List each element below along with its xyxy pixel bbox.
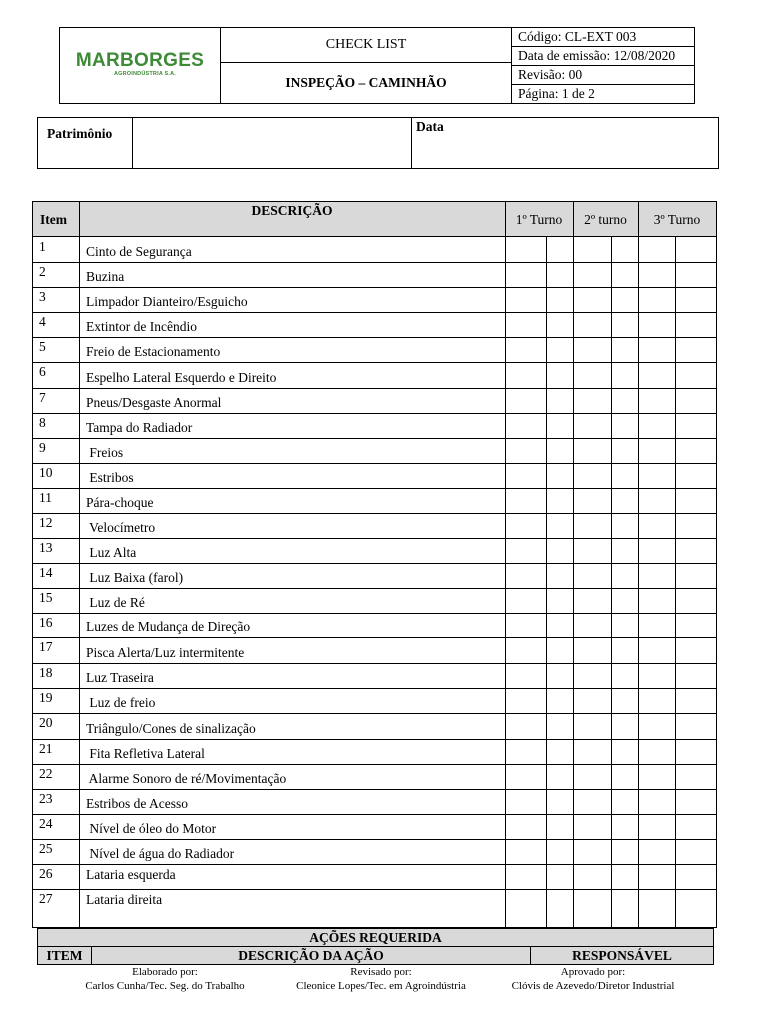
- turno-check-cell[interactable]: [546, 613, 573, 637]
- row-item-number: 2: [39, 264, 46, 279]
- col-turno3-header: 3º Turno: [653, 212, 701, 227]
- turno-check-cell[interactable]: [505, 287, 546, 312]
- table-row: [33, 513, 716, 538]
- turno-check-cell[interactable]: [505, 488, 546, 513]
- turno-check-cell[interactable]: [546, 237, 573, 262]
- actions-title: AÇÕES REQUERIDA: [38, 929, 713, 947]
- turno-check-cell[interactable]: [546, 513, 573, 538]
- aprovado-label: Aprovado por:: [560, 966, 626, 978]
- turno-check-cell[interactable]: [638, 513, 675, 538]
- row-description: Cinto de Segurança: [86, 244, 192, 259]
- document-meta: [512, 28, 694, 103]
- row-item-number: 18: [39, 665, 53, 680]
- turno-check-cell[interactable]: [505, 538, 546, 563]
- turno-check-cell[interactable]: [573, 563, 611, 588]
- table-row: [33, 413, 716, 438]
- row-description: Pára-choque: [86, 495, 154, 510]
- column-divider: [675, 237, 676, 927]
- row-description: Luz Alta: [86, 545, 137, 560]
- turno-check-cell[interactable]: [611, 739, 638, 764]
- row-description: Alarme Sonoro de ré/Movimentação: [86, 771, 287, 786]
- turno-check-cell[interactable]: [611, 312, 638, 337]
- turno-check-cell[interactable]: [546, 413, 573, 438]
- turno-check-cell[interactable]: [675, 713, 718, 739]
- turno-check-cell[interactable]: [611, 839, 638, 864]
- turno-check-cell[interactable]: [611, 362, 638, 388]
- turno-check-cell[interactable]: [611, 563, 638, 588]
- row-item-number: 20: [39, 715, 53, 730]
- meta-data-emissao: Data de emissão: 12/08/2020: [512, 47, 694, 66]
- row-description: Buzina: [86, 269, 125, 284]
- turno-check-cell[interactable]: [573, 814, 611, 839]
- turno-check-cell[interactable]: [573, 312, 611, 337]
- turno-check-cell[interactable]: [505, 889, 546, 922]
- turno-check-cell[interactable]: [675, 663, 718, 688]
- table-row: [33, 262, 716, 287]
- turno-check-cell[interactable]: [611, 613, 638, 637]
- actions-block: [37, 928, 714, 965]
- table-row: [33, 488, 716, 513]
- turno-check-cell[interactable]: [505, 463, 546, 488]
- turno-check-cell[interactable]: [675, 287, 718, 312]
- row-item-number: 5: [39, 339, 46, 354]
- turno-check-cell[interactable]: [611, 789, 638, 814]
- actions-col-descricao: DESCRIÇÃO DA AÇÃO: [92, 947, 531, 964]
- row-description: Luzes de Mudança de Direção: [86, 619, 251, 634]
- table-row: [33, 663, 716, 688]
- turno-check-cell[interactable]: [546, 764, 573, 789]
- turno-check-cell[interactable]: [638, 312, 675, 337]
- turno-check-cell[interactable]: [675, 337, 718, 362]
- row-item-number: 10: [39, 465, 53, 480]
- column-divider: [611, 237, 612, 927]
- turno-check-cell[interactable]: [573, 588, 611, 613]
- turno-check-cell[interactable]: [546, 438, 573, 463]
- turno-check-cell[interactable]: [638, 739, 675, 764]
- turno-check-cell[interactable]: [675, 764, 718, 789]
- turno-check-cell[interactable]: [546, 789, 573, 814]
- turno-check-cell[interactable]: [675, 438, 718, 463]
- col-turno1-header: 1º Turno: [515, 212, 563, 227]
- table-row: [33, 713, 716, 739]
- document-header: [59, 27, 695, 104]
- turno-check-cell[interactable]: [675, 814, 718, 839]
- turno-check-cell[interactable]: [675, 864, 718, 889]
- row-description: Extintor de Incêndio: [86, 319, 197, 334]
- table-row: [33, 538, 716, 563]
- turno-check-cell[interactable]: [573, 513, 611, 538]
- meta-codigo: Código: CL-EXT 003: [512, 28, 694, 47]
- document-subtitle: INSPEÇÃO – CAMINHÃO: [285, 75, 447, 90]
- turno-check-cell[interactable]: [573, 663, 611, 688]
- row-description: Lataria esquerda: [86, 867, 176, 882]
- turno-check-cell[interactable]: [546, 889, 573, 922]
- turno-check-cell[interactable]: [675, 362, 718, 388]
- turno-check-cell[interactable]: [611, 588, 638, 613]
- actions-col-responsavel: RESPONSÁVEL: [572, 948, 672, 963]
- turno-check-cell[interactable]: [546, 362, 573, 388]
- turno-check-cell[interactable]: [675, 637, 718, 663]
- turno-check-cell[interactable]: [573, 413, 611, 438]
- turno-check-cell[interactable]: [638, 688, 675, 713]
- turno-check-cell[interactable]: [675, 237, 718, 262]
- turno-check-cell[interactable]: [611, 262, 638, 287]
- column-divider: [505, 202, 506, 927]
- turno-check-cell[interactable]: [546, 287, 573, 312]
- col-descricao-header: DESCRIÇÃO: [251, 203, 333, 218]
- row-item-number: 23: [39, 791, 53, 806]
- table-row: [33, 237, 716, 262]
- turno-check-cell[interactable]: [546, 588, 573, 613]
- turno-check-cell[interactable]: [638, 262, 675, 287]
- patrimonio-label: Patrimônio: [47, 126, 113, 141]
- turno-check-cell[interactable]: [573, 262, 611, 287]
- turno-check-cell[interactable]: [573, 764, 611, 789]
- checklist-table: [32, 201, 717, 928]
- row-item-number: 11: [39, 490, 52, 505]
- turno-check-cell[interactable]: [638, 463, 675, 488]
- row-description: Tampa do Radiador: [86, 420, 193, 435]
- turno-check-cell[interactable]: [546, 337, 573, 362]
- turno-check-cell[interactable]: [611, 814, 638, 839]
- logo-cell: [60, 28, 221, 103]
- row-description: Pneus/Desgaste Anormal: [86, 395, 222, 410]
- turno-check-cell[interactable]: [611, 438, 638, 463]
- elaborado-name: Carlos Cunha/Tec. Seg. do Trabalho: [85, 980, 245, 992]
- turno-check-cell[interactable]: [638, 663, 675, 688]
- turno-check-cell[interactable]: [573, 237, 611, 262]
- row-item-number: 13: [39, 540, 53, 555]
- turno-check-cell[interactable]: [546, 864, 573, 889]
- aprovado-name: Clóvis de Azevedo/Diretor Industrial: [511, 980, 675, 992]
- row-description: Luz Baixa (farol): [86, 570, 184, 585]
- row-item-number: 14: [39, 565, 53, 580]
- turno-check-cell[interactable]: [573, 789, 611, 814]
- meta-revisao: Revisão: 00: [512, 66, 694, 85]
- turno-check-cell[interactable]: [573, 864, 611, 889]
- row-description: Luz de Ré: [86, 595, 145, 610]
- turno-check-cell[interactable]: [611, 637, 638, 663]
- turno-check-cell[interactable]: [638, 362, 675, 388]
- turno-check-cell[interactable]: [611, 764, 638, 789]
- row-item-number: 6: [39, 364, 46, 379]
- table-row: [33, 588, 716, 613]
- company-logo-subtitle: AGROINDÚSTRIA S.A.: [113, 71, 177, 77]
- row-description: Luz de freio: [86, 695, 156, 710]
- row-item-number: 15: [39, 590, 53, 605]
- table-row: [33, 613, 716, 637]
- column-divider: [546, 237, 547, 927]
- row-description: Freios: [86, 445, 124, 460]
- turno-check-cell[interactable]: [675, 488, 718, 513]
- turno-check-cell[interactable]: [675, 413, 718, 438]
- turno-check-cell[interactable]: [505, 663, 546, 688]
- turno-check-cell[interactable]: [505, 814, 546, 839]
- turno-check-cell[interactable]: [675, 388, 718, 413]
- table-row: [33, 839, 716, 864]
- row-item-number: 26: [39, 866, 53, 881]
- row-description: Estribos de Acesso: [86, 796, 188, 811]
- actions-header-row: [38, 947, 713, 964]
- turno-check-cell[interactable]: [638, 814, 675, 839]
- turno-check-cell[interactable]: [505, 613, 546, 637]
- turno-check-cell[interactable]: [638, 637, 675, 663]
- turno-check-cell[interactable]: [675, 739, 718, 764]
- column-divider: [79, 202, 80, 927]
- data-field[interactable]: [412, 136, 718, 168]
- turno-check-cell[interactable]: [546, 563, 573, 588]
- col-turno2-header: 2º turno: [584, 212, 627, 227]
- turno-check-cell[interactable]: [546, 488, 573, 513]
- turno-check-cell[interactable]: [505, 588, 546, 613]
- turno-check-cell[interactable]: [505, 864, 546, 889]
- turno-check-cell[interactable]: [675, 613, 718, 637]
- turno-check-cell[interactable]: [638, 839, 675, 864]
- turno-check-cell[interactable]: [638, 764, 675, 789]
- turno-check-cell[interactable]: [638, 864, 675, 889]
- turno-check-cell[interactable]: [573, 889, 611, 922]
- column-divider: [638, 202, 639, 927]
- turno-check-cell[interactable]: [675, 588, 718, 613]
- turno-check-cell[interactable]: [573, 613, 611, 637]
- row-description: Pisca Alerta/Luz intermitente: [86, 645, 245, 660]
- row-description: Luz Traseira: [86, 670, 154, 685]
- row-item-number: 3: [39, 289, 46, 304]
- turno-check-cell[interactable]: [505, 764, 546, 789]
- turno-check-cell[interactable]: [573, 688, 611, 713]
- info-block: [37, 117, 719, 169]
- table-row: [33, 388, 716, 413]
- turno-check-cell[interactable]: [546, 538, 573, 563]
- turno-check-cell[interactable]: [638, 337, 675, 362]
- turno-check-cell[interactable]: [611, 538, 638, 563]
- turno-check-cell[interactable]: [573, 713, 611, 739]
- col-item-header: Item: [40, 212, 67, 227]
- turno-check-cell[interactable]: [505, 362, 546, 388]
- row-item-number: 9: [39, 440, 46, 455]
- turno-check-cell[interactable]: [573, 739, 611, 764]
- turno-check-cell[interactable]: [675, 513, 718, 538]
- turno-check-cell[interactable]: [505, 713, 546, 739]
- company-logo: MARBORGES: [75, 50, 205, 71]
- turno-check-cell[interactable]: [675, 463, 718, 488]
- turno-check-cell[interactable]: [638, 413, 675, 438]
- row-item-number: 8: [39, 415, 46, 430]
- row-item-number: 7: [39, 390, 46, 405]
- turno-check-cell[interactable]: [573, 388, 611, 413]
- row-description: Velocímetro: [86, 520, 156, 535]
- turno-check-cell[interactable]: [611, 488, 638, 513]
- row-description: Fita Refletiva Lateral: [86, 746, 205, 761]
- table-row: [33, 362, 716, 388]
- row-description: Nível de água do Radiador: [86, 846, 235, 861]
- turno-check-cell[interactable]: [611, 237, 638, 262]
- turno-check-cell[interactable]: [675, 688, 718, 713]
- turno-check-cell[interactable]: [546, 262, 573, 287]
- row-item-number: 21: [39, 741, 53, 756]
- turno-check-cell[interactable]: [573, 463, 611, 488]
- title-cell: [221, 28, 512, 103]
- turno-check-cell[interactable]: [573, 438, 611, 463]
- turno-check-cell[interactable]: [505, 789, 546, 814]
- column-divider: [573, 202, 574, 927]
- table-row: [33, 563, 716, 588]
- turno-check-cell[interactable]: [638, 438, 675, 463]
- table-row: [33, 463, 716, 488]
- table-row: [33, 438, 716, 463]
- turno-check-cell[interactable]: [546, 713, 573, 739]
- turno-check-cell[interactable]: [675, 312, 718, 337]
- turno-check-cell[interactable]: [675, 789, 718, 814]
- row-item-number: 24: [39, 816, 53, 831]
- turno-check-cell[interactable]: [638, 613, 675, 637]
- turno-check-cell[interactable]: [611, 864, 638, 889]
- turno-check-cell[interactable]: [573, 337, 611, 362]
- row-item-number: 22: [39, 766, 53, 781]
- turno-check-cell[interactable]: [505, 637, 546, 663]
- turno-check-cell[interactable]: [675, 563, 718, 588]
- turno-check-cell[interactable]: [505, 739, 546, 764]
- turno-check-cell[interactable]: [505, 513, 546, 538]
- row-item-number: 16: [39, 615, 53, 630]
- elaborado-label: Elaborado por:: [132, 966, 198, 978]
- turno-check-cell[interactable]: [675, 262, 718, 287]
- actions-col-item: ITEM: [38, 947, 92, 964]
- turno-check-cell[interactable]: [546, 739, 573, 764]
- turno-check-cell[interactable]: [638, 488, 675, 513]
- turno-check-cell[interactable]: [505, 839, 546, 864]
- turno-check-cell[interactable]: [638, 789, 675, 814]
- turno-check-cell[interactable]: [505, 262, 546, 287]
- revisado-name: Cleonice Lopes/Tec. em Agroindústria: [296, 980, 466, 992]
- turno-check-cell[interactable]: [611, 663, 638, 688]
- row-item-number: 17: [39, 639, 53, 654]
- turno-check-cell[interactable]: [573, 637, 611, 663]
- turno-check-cell[interactable]: [638, 889, 675, 922]
- turno-check-cell[interactable]: [505, 563, 546, 588]
- data-label: Data: [416, 119, 444, 134]
- turno-check-cell[interactable]: [546, 839, 573, 864]
- turno-check-cell[interactable]: [611, 463, 638, 488]
- table-row: [33, 814, 716, 839]
- turno-check-cell[interactable]: [546, 688, 573, 713]
- patrimonio-field[interactable]: [133, 118, 411, 168]
- turno-check-cell[interactable]: [546, 663, 573, 688]
- turno-check-cell[interactable]: [611, 337, 638, 362]
- turno-check-cell[interactable]: [546, 312, 573, 337]
- turno-check-cell[interactable]: [611, 688, 638, 713]
- turno-check-cell[interactable]: [573, 362, 611, 388]
- turno-check-cell[interactable]: [638, 713, 675, 739]
- turno-check-cell[interactable]: [611, 287, 638, 312]
- turno-check-cell[interactable]: [505, 337, 546, 362]
- row-description: Espelho Lateral Esquerdo e Direito: [86, 370, 277, 385]
- turno-check-cell[interactable]: [573, 538, 611, 563]
- document-title: CHECK LIST: [221, 28, 511, 63]
- row-description: Nível de óleo do Motor: [86, 821, 217, 836]
- turno-check-cell[interactable]: [573, 287, 611, 312]
- table-row: [33, 312, 716, 337]
- turno-check-cell[interactable]: [675, 839, 718, 864]
- turno-check-cell[interactable]: [611, 413, 638, 438]
- table-row: [33, 287, 716, 312]
- turno-check-cell[interactable]: [546, 637, 573, 663]
- row-description: Lataria direita: [86, 892, 163, 907]
- row-description: Freio de Estacionamento: [86, 344, 221, 359]
- table-row: [33, 739, 716, 764]
- turno-check-cell[interactable]: [573, 839, 611, 864]
- checklist-header-row: [33, 202, 716, 237]
- row-description: Limpador Dianteiro/Esguicho: [86, 294, 248, 309]
- row-item-number: 4: [39, 314, 46, 329]
- row-item-number: 12: [39, 515, 53, 530]
- table-row: [33, 637, 716, 663]
- turno-check-cell[interactable]: [675, 889, 718, 922]
- meta-pagina: Página: 1 de 2: [518, 86, 595, 101]
- table-row: [33, 688, 716, 713]
- row-description: Triângulo/Cones de sinalização: [86, 721, 256, 736]
- turno-check-cell[interactable]: [611, 889, 638, 922]
- turno-check-cell[interactable]: [505, 413, 546, 438]
- turno-check-cell[interactable]: [638, 237, 675, 262]
- turno-check-cell[interactable]: [573, 488, 611, 513]
- turno-check-cell[interactable]: [611, 713, 638, 739]
- turno-check-cell[interactable]: [638, 563, 675, 588]
- turno-check-cell[interactable]: [638, 388, 675, 413]
- turno-check-cell[interactable]: [505, 388, 546, 413]
- table-row: [33, 764, 716, 789]
- row-item-number: 19: [39, 690, 53, 705]
- turno-check-cell[interactable]: [505, 438, 546, 463]
- table-row: [33, 337, 716, 362]
- revisado-label: Revisado por:: [350, 966, 412, 978]
- turno-check-cell[interactable]: [546, 463, 573, 488]
- turno-check-cell[interactable]: [546, 814, 573, 839]
- turno-check-cell[interactable]: [505, 688, 546, 713]
- turno-check-cell[interactable]: [638, 538, 675, 563]
- row-item-number: 1: [39, 239, 46, 254]
- row-description: Estribos: [86, 470, 134, 485]
- turno-check-cell[interactable]: [546, 388, 573, 413]
- table-row: [33, 864, 716, 889]
- turno-check-cell[interactable]: [611, 513, 638, 538]
- turno-check-cell[interactable]: [675, 538, 718, 563]
- table-row: [33, 889, 716, 922]
- row-item-number: 25: [39, 841, 53, 856]
- turno-check-cell[interactable]: [638, 588, 675, 613]
- turno-check-cell[interactable]: [505, 312, 546, 337]
- turno-check-cell[interactable]: [611, 388, 638, 413]
- turno-check-cell[interactable]: [505, 237, 546, 262]
- table-row: [33, 789, 716, 814]
- turno-check-cell[interactable]: [638, 287, 675, 312]
- row-item-number: 27: [39, 891, 53, 906]
